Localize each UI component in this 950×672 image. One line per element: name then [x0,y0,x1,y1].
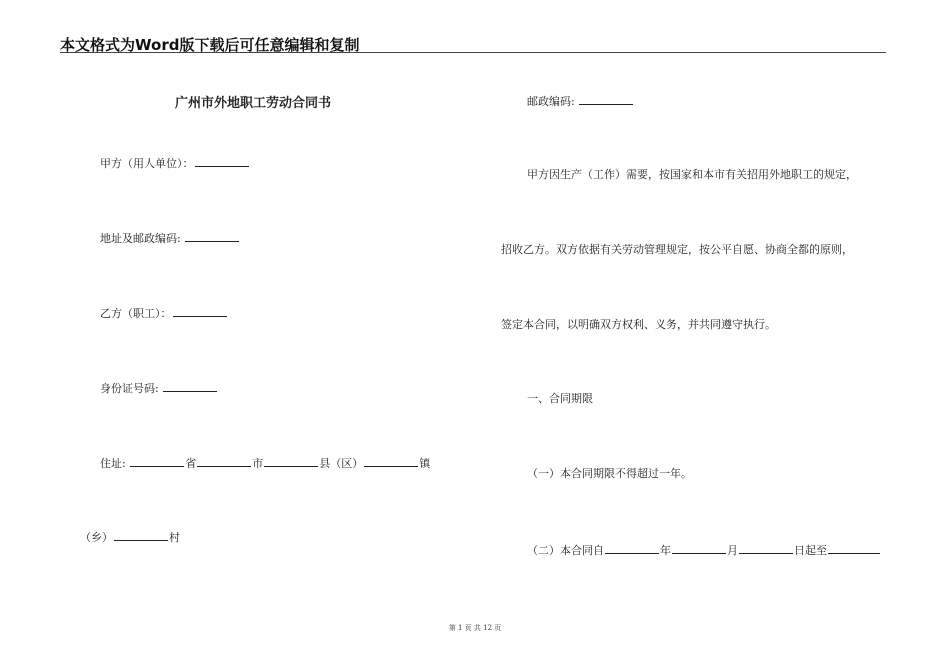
province-text: 省 [185,457,197,470]
town-text: 镇 [419,457,431,470]
postcode-blank [579,93,633,105]
header-divider [60,52,886,53]
party-a-blank [195,155,249,167]
contract-title: 广州市外地职工劳动合同书 [175,96,332,111]
postcode-label: 邮政编码: [527,95,575,108]
county-blank [264,455,318,467]
party-b-line [100,305,228,321]
paragraph-1: 甲方因生产（工作）需要，按国家和本市有关招用外地职工的规定， [527,168,857,181]
page-suffix: 页 [494,624,502,632]
start-month-blank [672,542,726,554]
party-a-label: 甲方（用人单位）： [100,157,194,170]
paragraph-3: 签定本合同，以明确双方权利、义务，并共同遵守执行。 [501,318,776,331]
day-from-text: 日起至 [794,544,827,557]
township-line [80,529,180,545]
township-text: （乡） [80,531,113,544]
end-date-blank [828,542,880,554]
residence-line [100,455,430,471]
id-number-blank [163,380,217,392]
address-postcode-label: 地址及邮政编码: [100,232,181,245]
residence-label: 住址: [100,457,126,470]
city-text: 市 [252,457,264,470]
party-b-blank [173,305,227,317]
start-year-blank [605,542,659,554]
village-text: 村 [169,531,180,544]
month-text: 月 [727,544,738,557]
term-item-2 [527,542,881,558]
province-blank [130,455,184,467]
id-number-line [100,380,218,396]
postcode-line [527,93,634,109]
start-day-blank [739,542,793,554]
document-header: 本文格式为Word版下载后可任意编辑和复制 [60,36,360,54]
address-postcode-blank [185,230,239,242]
term-item-2-prefix: （二）本合同自 [527,544,604,557]
page-mid: 页 共 [464,624,481,632]
county-text: 县（区） [319,457,364,470]
section-contract-term: 一、合同期限 [527,392,593,405]
city-blank [197,455,251,467]
paragraph-2: 招收乙方。双方依据有关劳动管理规定，按公平自愿、协商全都的原则， [501,243,853,256]
address-postcode-line [100,230,240,246]
id-number-label: 身份证号码: [100,382,159,395]
term-item-1: （一）本合同期限不得超过一年。 [527,467,692,480]
page-current: 1 [457,624,463,632]
party-b-label: 乙方（职工）： [100,307,172,320]
page-prefix: 第 [448,624,456,632]
town-blank [364,455,418,467]
page-footer [0,623,950,633]
year-text: 年 [660,544,671,557]
party-a-line [100,155,250,171]
page-total: 12 [483,624,493,632]
village-blank [114,529,168,541]
